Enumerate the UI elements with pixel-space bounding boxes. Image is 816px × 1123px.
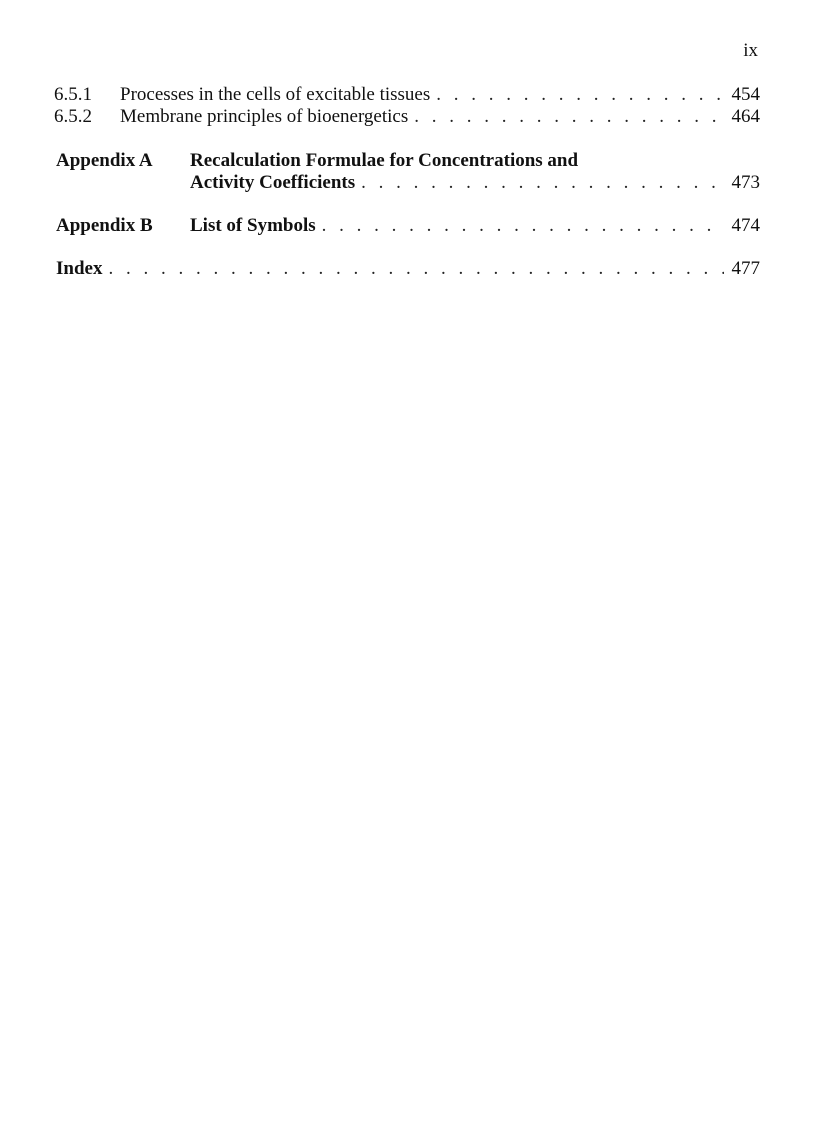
dot-leader	[430, 84, 724, 106]
index-label: Index	[56, 258, 103, 279]
appendix-title-line1: Recalculation Formulae for Concentrations and	[190, 150, 579, 171]
toc-entry-appendix-b[interactable]	[54, 215, 760, 237]
dot-leader	[102, 258, 724, 280]
section-number: 6.5.1	[54, 84, 92, 105]
section-title: Membrane principles of bioenergetics	[120, 106, 409, 127]
table-of-contents	[54, 84, 760, 280]
page-ref: 477	[731, 258, 760, 279]
page-ref: 454	[731, 84, 760, 105]
toc-entry-appendix-a-continued[interactable]	[54, 172, 760, 194]
page-ref: 474	[731, 215, 760, 236]
toc-entry-index[interactable]	[54, 258, 760, 280]
appendix-title: List of Symbols	[190, 215, 316, 236]
page-ref: 473	[731, 172, 760, 193]
toc-entry-6-5-1[interactable]	[54, 84, 760, 106]
page-ref: 464	[731, 106, 760, 127]
dot-leader	[408, 106, 724, 128]
dot-leader	[316, 215, 724, 237]
page-number: ix	[743, 40, 758, 61]
toc-entry-appendix-a[interactable]	[54, 150, 760, 172]
section-title: Processes in the cells of excitable tissues	[120, 84, 431, 105]
appendix-label: Appendix B	[56, 215, 153, 236]
appendix-label: Appendix A	[56, 150, 153, 171]
appendix-title-line2: Activity Coefficients	[190, 172, 356, 193]
toc-entry-6-5-2[interactable]	[54, 106, 760, 128]
dot-leader	[355, 172, 724, 194]
section-number: 6.5.2	[54, 106, 92, 127]
